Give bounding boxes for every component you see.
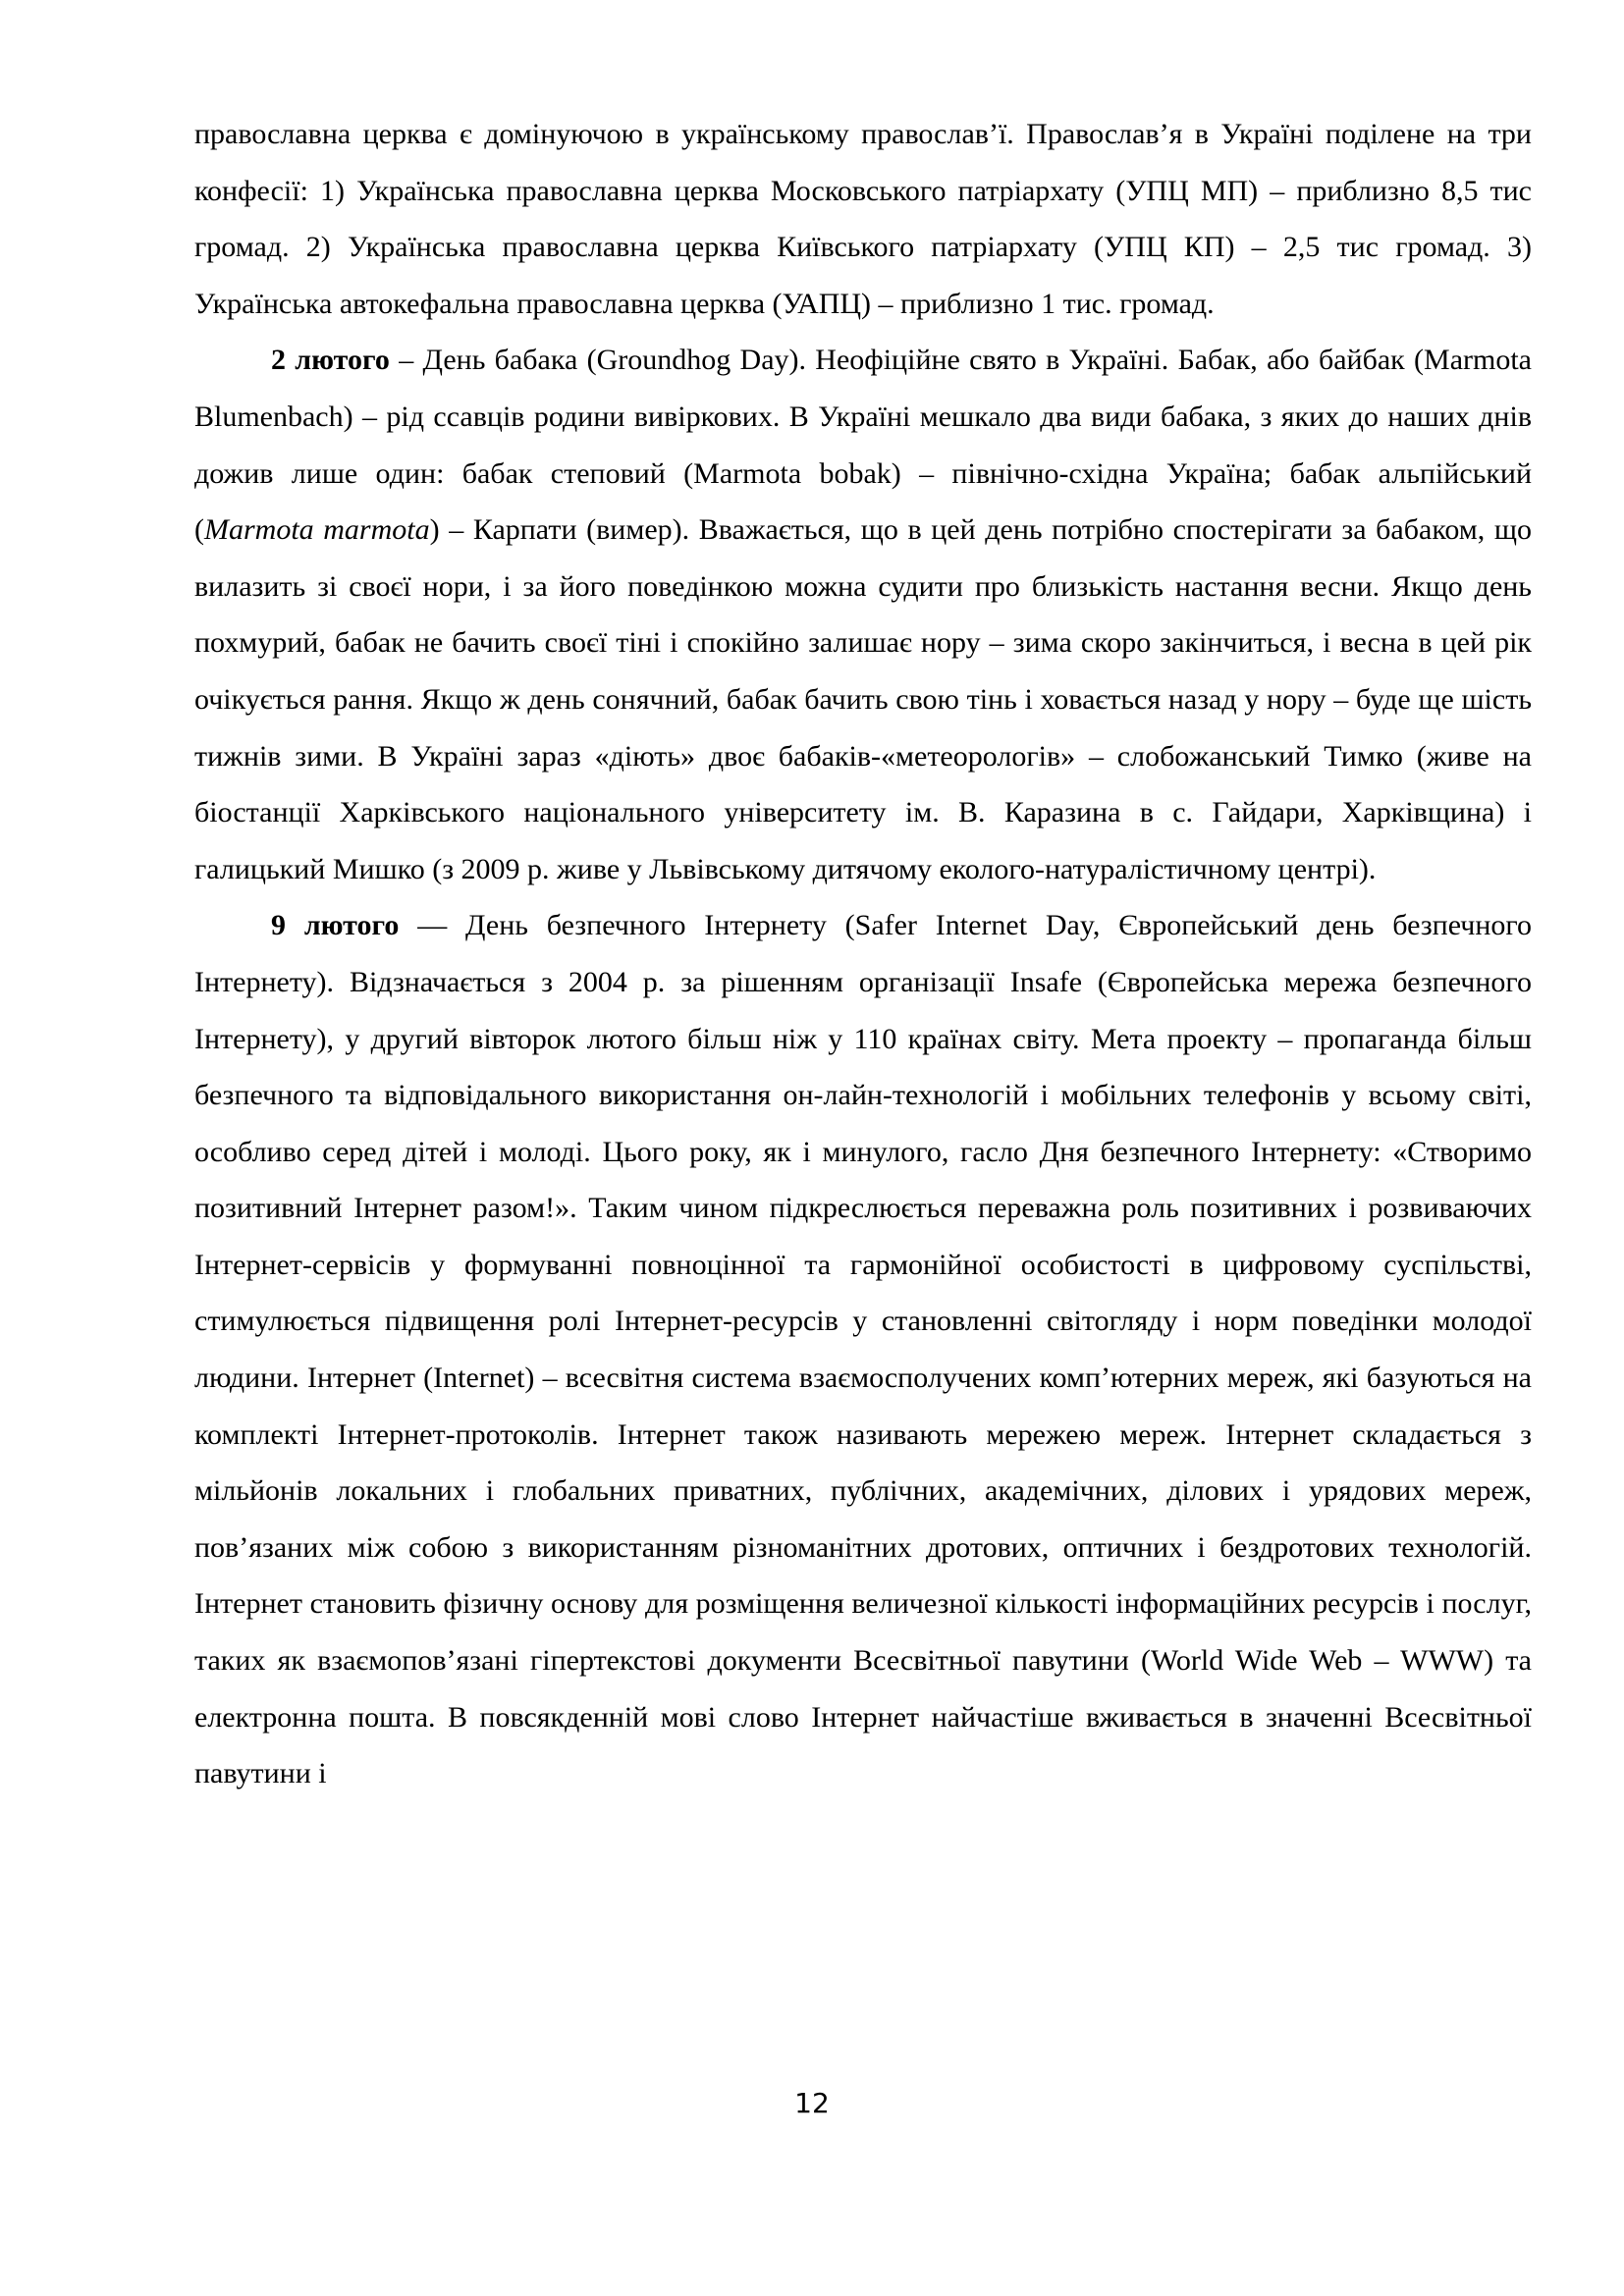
date-heading: 2 лютого — [271, 344, 390, 377]
paragraph-groundhog-day — [194, 332, 1532, 897]
paragraph-text: – День бабака (Groundhog Day). Неофіційне свято в Україні. Бабак, або байбак (Marmota Blumenbach) – рід ссавців родини вивіркових. В Україні мешкало два види бабака, з яких до наших днів дожив лише один: бабак степовий (Marmota bobak) – північно-східна Україна; бабак альпійський ( — [194, 344, 1533, 547]
page-number: 12 — [794, 2087, 830, 2119]
paragraph-orthodoxy: православна церква є домінуючою в українському православ’ї. Православ’я в Україні поділене на три конфесії: 1) Українська православна церква Московського патріархату (УПЦ МП) – приблизно 8,5 тис громад. 2) Українська православна церква Київського патріархату (УПЦ КП) – 2,5 тис громад. 3) Українська автокефальна православна церква (УАПЦ) – приблизно 1 тис. громад. — [194, 118, 1532, 320]
paragraph-text: ) – Карпати (вимер). Вважається, що в цей день потрібно спостерігати за бабаком, що вилазить зі своєї нори, і за його поведінкою можна судити про близькість настання весни. Якщо день похмурий, бабак не бачить своєї тіні і спокійно залишає нору – зима скоро закінчиться, і весна в цей рік очікується рання. Якщо ж день сонячний, бабак бачить свою тінь і ховається назад у нору – буде ще шість тижнів зими. В Україні зараз «діють» двоє бабаків-«метеорологів» – слобожанський Тимко (живе на біостанції Харківського національного університету ім. В. Каразина в с. Гайдари, Харківщина) і галицький Мишко (з 2009 р. живе у Львівському дитячому еколого-натуралістичному центрі). — [194, 513, 1532, 885]
paragraph-safer-internet-day — [194, 897, 1532, 1802]
date-heading: 9 лютого — [271, 909, 400, 942]
paragraph-text: — День безпечного Інтернету (Safer Internet Day, Європейський день безпечного Інтернету). Відзначається з 2004 р. за рішенням організації Insafe (Європейська мережа безпечного Інтернету), у другий вівторок лютого більш ніж у 110 країнах світу. Мета проекту – пропаганда більш безпечного та відповідального використання он-лайн-технологій і мобільних телефонів у всьому світі, особливо серед дітей і молоді. Цього року, як і минулого, гасло Дня безпечного Інтернету: «Створимо позитивний Інтернет разом!». Таким чином підкреслюється переважна роль позитивних і розвиваючих Інтернет-сервісів у формуванні повноцінної та гармонійної особистості в цифровому суспільстві, стимулюється підвищення ролі Інтернет-ресурсів у становленні світогляду і норм поведінки молодої людини. Інтернет (Internet) – всесвітня система взаємосполучених комп’ютерних мереж, які базуються на комплекті Інтернет-протоколів. Інтернет також називають мережею мереж. Інтернет складається з мільйонів локальних і глобальних приватних, публічних, академічних, ділових і урядових мереж, пов’язаних між собою з використанням різноманітних дротових, оптичних і бездротових технологій. Інтернет становить фізичну основу для розміщення величезної кількості інформаційних ресурсів і послуг, таких як взаємопов’язані гіпертекстові документи Всесвітньої павутини (World Wide Web – WWW) та електронна пошта. В повсякденній мові слово Інтернет найчастіше вживається в значенні Всесвітньої павутини і — [194, 909, 1532, 1790]
page-body — [194, 106, 1532, 1802]
species-name-italic: Marmota marmota — [204, 513, 430, 547]
